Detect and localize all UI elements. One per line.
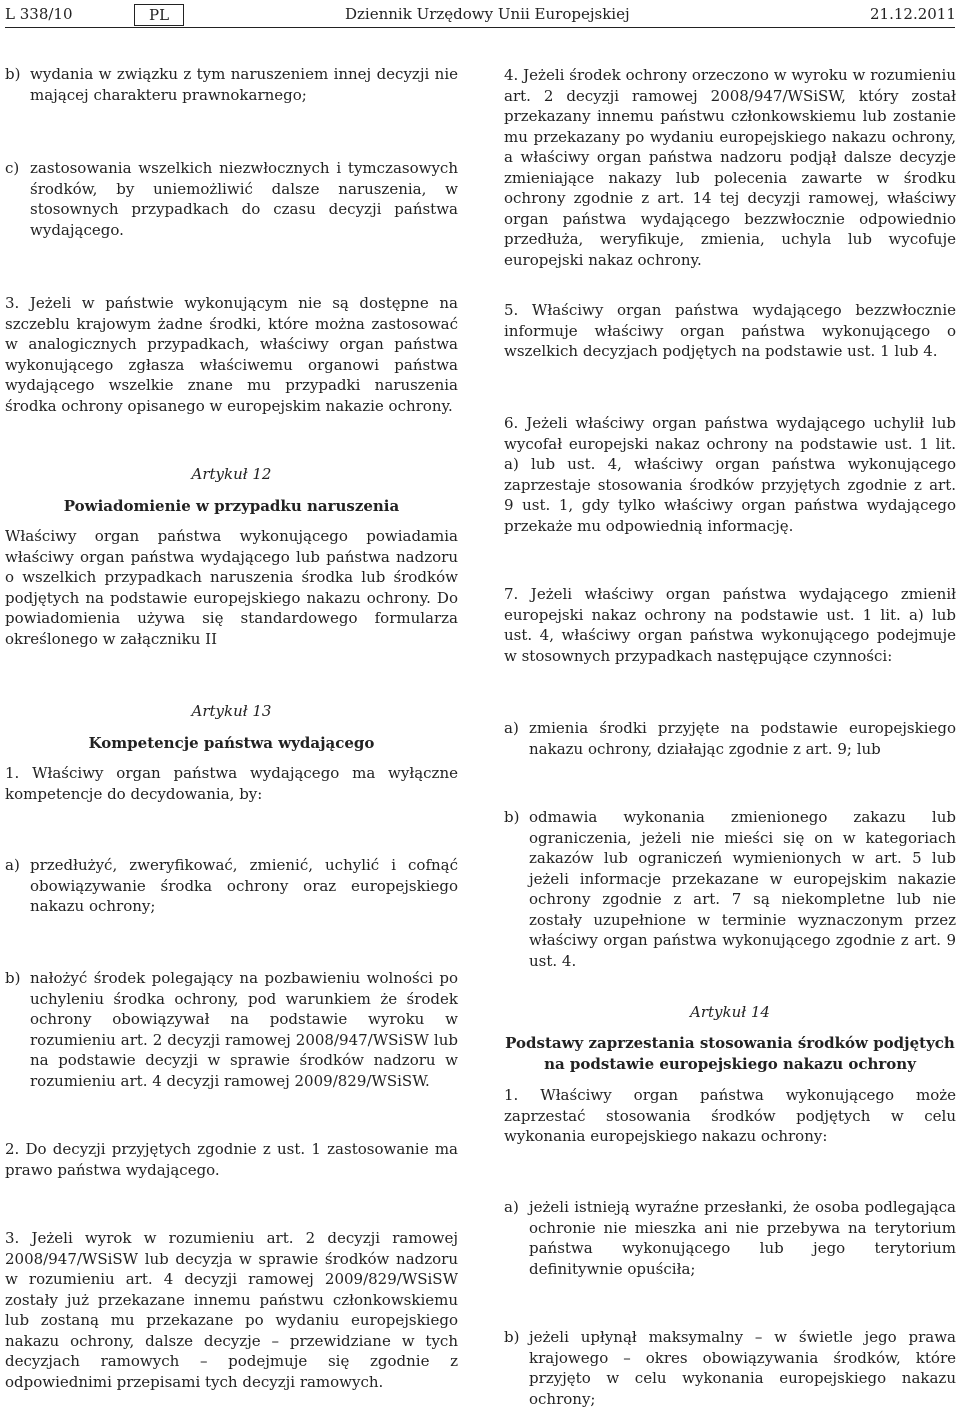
article-14-point-a-text: jeżeli istnieją wyraźne przesłanki, że osoba podlegająca ochronie nie mieszka ani nie przebywa na terytorium państwa wykonującego lub jego terytorium definitywnie opuściła; (529, 1198, 956, 1278)
article-13-para-2: 2. Do decyzji przyjętych zgodnie z ust. 1 zastosowanie ma prawo państwa wydającego. (5, 1140, 458, 1179)
publication-date: 21.12.2011 (870, 5, 956, 23)
para-7-point-b (504, 807, 956, 971)
article-13-point-a-text: przedłużyć, zweryfikować, zmienić, uchylić i cofnąć obowiązywanie środka ochrony oraz europejskiego nakazu ochrony; (30, 856, 458, 915)
article-13-point-b-label: b) (5, 969, 21, 987)
article-13-point-b (5, 968, 458, 1091)
article-14-title: Podstawy zaprzestania stosowania środków podjętych na podstawie europejskiego nakazu ochrony (505, 1034, 955, 1073)
journal-title: Dziennik Urzędowy Unii Europejskiej (345, 5, 630, 23)
article-13-para-4: 4. Jeżeli środek ochrony orzeczono w wyroku w rozumieniu art. 2 decyzji ramowej 2008/947/WSiSW, który został przekazany innemu państwu członkowskiemu lub zostanie mu przekazany po wydaniu europejskiego nakazu ochrony, a właściwy organ państwa nadzoru podjął dalsze decyzje zmieniające nakazy lub polecenia zawarte w środku ochrony zgodnie z art. 14 tej decyzji ramowej, właściwy organ państwa wydającego bezzwłocznie odpowiednio przedłuża, weryfikuje, zmienia, uchyla lub wycofuje europejski nakaz ochrony. (504, 66, 956, 269)
para-7-point-a-label: a) (504, 719, 519, 737)
language-badge: PL (134, 4, 184, 26)
article-13-para-7: 7. Jeżeli właściwy organ państwa wydającego zmienił europejski nakaz ochrony na podstawie ust. 1 lit. a) lub ust. 4, właściwy organ państwa wykonującego podejmuje w stosownych przypadkach następujące czynności: (504, 585, 956, 665)
article-12-title: Powiadomienie w przypadku naruszenia (63, 497, 400, 515)
article-13-para-6: 6. Jeżeli właściwy organ państwa wydającego uchylił lub wycofał europejski nakaz ochrony na podstawie ust. 1 lit. a) lub ust. 4, właściwy organ państwa wykonującego zaprzestaje stosowania środków przyjętych zgodnie z art. 9 ust. 1, gdy tylko właściwy organ państwa wydającego przekaże mu odpowiednią informację. (504, 414, 956, 535)
article-12-text: Właściwy organ państwa wykonującego powiadamia właściwy organ państwa wydającego lub państwa nadzoru o wszelkich przypadkach naruszenia środka lub środków podjętych na podstawie europejskiego nakazu ochrony. Do powiadomienia używa się standardowego formularza określonego w załączniku II (5, 527, 458, 648)
para-7-point-b-label: b) (504, 808, 520, 826)
page-reference: L 338/10 (5, 5, 73, 23)
article-13-title: Kompetencje państwa wydającego (88, 734, 375, 752)
para-7-point-a-text: zmienia środki przyjęte na podstawie europejskiego nakazu ochrony, działając zgodnie z art. 9; lub (529, 719, 956, 758)
article-14-para-1: 1. Właściwy organ państwa wykonującego może zaprzestać stosowania środków podjętych w celu wykonania europejskiego nakazu ochrony: (504, 1086, 956, 1145)
point-b-label: b) (5, 65, 21, 83)
header-rule (5, 27, 955, 28)
article-14-point-b (504, 1327, 956, 1409)
article-13-point-a-label: a) (5, 856, 20, 874)
article-14-point-a (504, 1197, 956, 1279)
point-c-text: zastosowania wszelkich niezwłocznych i tymczasowych środków, by uniemożliwić dalsze naruszenia, w stosownych przypadkach do czasu decyzji państwa wydającego. (30, 159, 458, 239)
point-b-text: wydania w związku z tym naruszeniem innej decyzji nie mającej charakteru prawnokarnego; (30, 65, 458, 104)
article-14-point-a-label: a) (504, 1198, 519, 1216)
paragraph-3: 3. Jeżeli w państwie wykonującym nie są dostępne na szczeblu krajowym żadne środki, które można zastosować w analogicznych przypadkach, właściwy organ państwa wykonującego zgłasza właściwemu organowi państwa wydającego wszelkie znane mu przypadki naruszenia środka ochrony opisanego w europejskim nakazie ochrony. (5, 294, 458, 415)
para-7-point-a (504, 718, 956, 759)
article-14-number: Artykuł 14 (690, 1003, 770, 1021)
article-14-point-b-text: jeżeli upłynął maksymalny – w świetle jego prawa krajowego – okres obowiązywania środków, które przyjęto w celu wykonania europejskiego nakazu ochrony; (529, 1328, 956, 1408)
article-13-para-3: 3. Jeżeli wyrok w rozumieniu art. 2 decyzji ramowej 2008/947/WSiSW lub decyzja w sprawie środków nadzoru w rozumieniu art. 4 decyzji ramowej 2009/829/WSiSW zostały już przekazane innemu państwu członkowskiemu lub zostaną mu przekazane po wydaniu europejskiego nakazu ochrony, dalsze decyzje – przewidziane w tych decyzjach ramowych – podejmuje się zgodnie z odpowiednimi przepisami tych decyzji ramowych. (5, 1229, 458, 1391)
point-c (5, 158, 458, 240)
point-c-label: c) (5, 159, 20, 177)
article-13-para-5: 5. Właściwy organ państwa wydającego bezzwłocznie informuje właściwy organ państwa wykonującego o wszelkich decyzjach podjętych na podstawie ust. 1 lub 4. (504, 301, 956, 360)
article-13-point-b-text: nałożyć środek polegający na pozbawieniu wolności po uchyleniu środka ochrony, pod warunkiem że środek ochrony obowiązywał na podstawie wyroku w rozumieniu art. 2 decyzji ramowej 2008/947/WSiSW lub na podstawie decyzji w sprawie środków nadzoru w rozumieniu art. 4 decyzji ramowej 2009/829/WSiSW. (30, 969, 458, 1090)
article-14-point-b-label: b) (504, 1328, 520, 1346)
article-13-para-1: 1. Właściwy organ państwa wydającego ma wyłączne kompetencje do decydowania, by: (5, 764, 458, 803)
para-7-point-b-text: odmawia wykonania zmienionego zakazu lub ograniczenia, jeżeli nie mieści się on w kategoriach zakazów lub ograniczeń wymienionych w art. 5 lub jeżeli informacje przekazane w europejskim nakazie ochrony zgodnie z art. 7 są niekompletne lub nie zostały uzupełnione w terminie wyznaczonym przez właściwy organ państwa wykonującego zgodnie z art. 9 ust. 4. (529, 808, 956, 970)
point-b (5, 64, 458, 105)
article-13-point-a (5, 855, 458, 917)
article-12-number: Artykuł 12 (191, 465, 272, 483)
article-13-number: Artykuł 13 (191, 702, 272, 720)
